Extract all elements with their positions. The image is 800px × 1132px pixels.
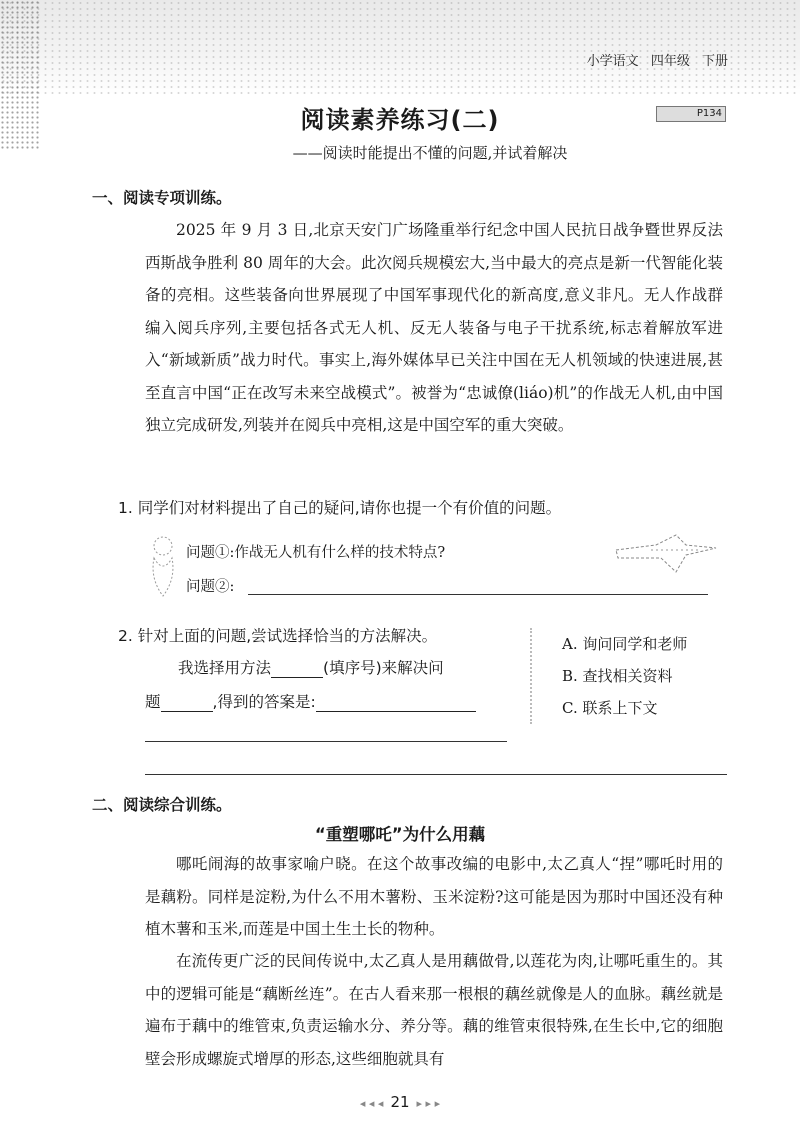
section2-heading: 二、阅读综合训练。 [92, 796, 232, 814]
q2-answer-line-2[interactable] [145, 741, 507, 742]
q2-answer-blank[interactable] [316, 693, 476, 712]
header-band [0, 0, 800, 95]
option-a: A. 询问同学和老师 [562, 635, 688, 653]
q1-question-1: 问题①:作战无人机有什么样的技术特点? [186, 545, 446, 561]
q1-answer-line[interactable] [248, 594, 708, 595]
q2-text-a: 我选择用方法 [178, 659, 272, 677]
q1-question-2-label: 问题②: [186, 579, 235, 595]
q2-line-2 [145, 690, 476, 712]
page-number [0, 1093, 800, 1111]
page-number-decoration-left-icon: ◂ ◂ ◂ [359, 1097, 391, 1110]
q2-options-box [530, 628, 687, 724]
article-title: “重塑哪吒”为什么用藕 [314, 825, 486, 844]
section1-passage: 2025 年 9 月 3 日,北京天安门广场隆重举行纪念中国人民抗日战争暨世界反法西斯战争胜利 80 周年的大会。此次阅兵规模宏大,当中最大的亮点是新一代智能化装备的亮相。这些装备向世界展现了中国军事现代化的新高度,意义非凡。无人作战群编入阅兵序列,主要包括各式无人机、反无人装备与电子干扰系统,标志着解放军进入“新域新质”战力时代。事实上,海外媒体早已关注中国在无人机领域的快速进展,甚至直言中国“正在改写未来空战模式”。被誉为“忠诚僚(liáo)机”的作战无人机,由中国独立完成研发,列装并在阅兵中亮相,这是中国空军的重大突破。 [145, 221, 723, 434]
q2-text-d: ,得到的答案是: [212, 693, 316, 711]
option-b: B. 查找相关资料 [562, 667, 673, 685]
q2-text-b: (填序号)来解决问 [323, 659, 444, 677]
q2-answer-line-3[interactable] [145, 774, 727, 775]
header-info [579, 50, 728, 69]
page-ref-badge: P134 [656, 106, 726, 122]
q2-prompt: 2. 针对上面的问题,尝试选择恰当的方法解决。 [118, 627, 438, 645]
q2-text-c: 题 [145, 693, 161, 711]
q2-question-blank[interactable] [161, 693, 213, 712]
header-grade: 四年级 [650, 54, 690, 69]
decorative-doodle-icon [146, 534, 180, 605]
page-title: 阅读素养练习(二) [300, 106, 500, 134]
article-paragraph-2: 在流传更广泛的民间传说中,太乙真人是用藕做骨,以莲花为肉,让哪吒重生的。其中的逻辑可能是“藕断丝连”。在古人看来那一根根的藕丝就像是人的血脉。藕丝就是遍布于藕中的维管束,负责运输水分、养分等。藕的维管束很特殊,在生长中,它的细胞壁会形成螺旋式增厚的形态,这些细胞就具有 [145, 952, 723, 1068]
drone-sketch-icon [606, 530, 726, 584]
page-subtitle: ——阅读时能提出不懂的问题,并试着解决 [292, 144, 568, 162]
article-paragraph-1: 哪吒闹海的故事家喻户晓。在这个故事改编的电影中,太乙真人“捏”哪吒时用的是藕粉。同样是淀粉,为什么不用木薯粉、玉米淀粉?这可能是因为那时中国还没有种植木薯和玉米,而莲是中国土生土长的物种。 [145, 855, 723, 938]
header-subject: 小学语文 [586, 54, 639, 69]
header-volume: 下册 [701, 54, 728, 69]
section1-heading: 一、阅读专项训练。 [92, 189, 232, 207]
option-c: C. 联系上下文 [562, 699, 658, 717]
q1-prompt: 1. 同学们对材料提出了自己的疑问,请你也提一个有价值的问题。 [118, 499, 562, 517]
q2-method-blank[interactable] [271, 659, 323, 678]
page-number-decoration-right-icon: ▸ ▸ ▸ [409, 1097, 441, 1110]
q2-line-1 [178, 656, 444, 678]
page-number-value: 21 [390, 1093, 410, 1111]
